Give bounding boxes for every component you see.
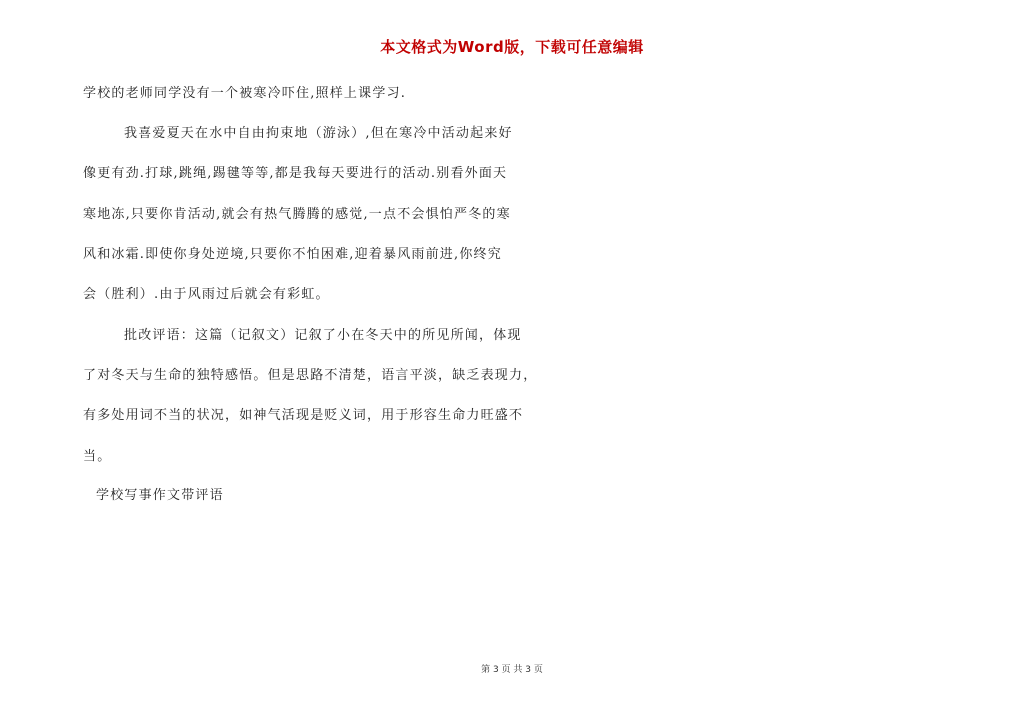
paragraph-line: 风和冰霜.即使你身处逆境,只要你不怕困难,迎着暴风雨前进,你终究	[83, 247, 502, 262]
paragraph-line: 像更有劲.打球,跳绳,踢毽等等,都是我每天要进行的活动.别看外面天	[83, 166, 508, 181]
review-line: 批改评语：这篇（记叙文）记叙了小在冬天中的所见所闻，体现	[124, 328, 522, 343]
review-line: 了对冬天与生命的独特感悟。但是思路不清楚，语言平淡，缺乏表现力，	[83, 368, 538, 383]
paragraph-line: 会（胜利）.由于风雨过后就会有彩虹。	[83, 287, 330, 302]
section-title: 学校写事作文带评语	[96, 488, 224, 503]
paragraph-line: 学校的老师同学没有一个被寒冷吓住,照样上课学习.	[83, 86, 407, 101]
review-line: 当。	[83, 449, 112, 464]
review-line: 有多处用词不当的状况，如神气活现是贬义词，用于形容生命力旺盛不	[83, 408, 524, 423]
paragraph-line: 寒地冻,只要你肯活动,就会有热气腾腾的感觉,一点不会惧怕严冬的寒	[83, 207, 511, 222]
page-number: 第 3 页 共 3 页	[481, 665, 543, 675]
document-banner: 本文格式为Word版，下载可任意编辑	[380, 38, 644, 56]
paragraph-line: 我喜爱夏天在水中自由拘束地（游泳）,但在寒冷中活动起来好	[124, 126, 513, 141]
